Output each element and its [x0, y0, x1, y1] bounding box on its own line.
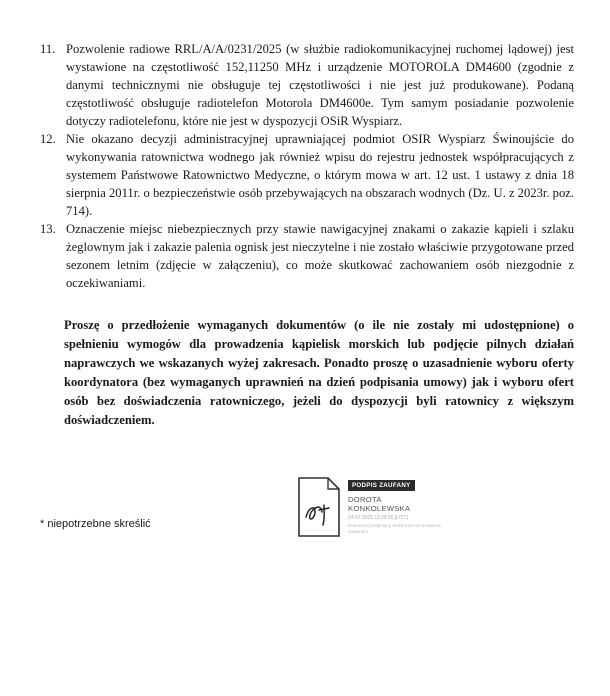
list-item: [40, 40, 574, 130]
list-item: [40, 220, 574, 292]
item-text: Pozwolenie radiowe RRL/A/A/0231/2025 (w służbie radiokomunikacyjnej ruchomej lądowej) jest wystawione na częstotliwość 152,11250 MHz i urządzenie MOTOROLA DM4600 (zgodnie z danymi technicznymi nie obsługuje tej częstotliwości i nie jest już produkowane). Podaną częstotliwość obsługuje radiotelefon Motorola DM4600e. Tym samym posiadanie pozwolenie dotyczy radiotelefonu, które nie jest w dyspozycji OSiR Wyspiarz.: [66, 42, 574, 128]
signature-details: [348, 474, 448, 535]
item-text: Oznaczenie miejsc niebezpiecznych przy stawie nawigacyjnej znakami o zakazie kąpieli i szlaku żeglownym jak i zakazie palenia ognisk jest nieczytelne i nie zostało właściwie przygotowane przed sezonem letnim (zdjęcie w załączeniu), co może skutkować zachowaniem osób niezgodnie z oczekiwaniami.: [66, 222, 574, 290]
signer-last-name: KONKOLEWSKA: [348, 504, 411, 513]
signer-first-name: DOROTA: [348, 495, 382, 504]
signature-badge: PODPIS ZAUFANY: [348, 480, 415, 491]
item-number: 11.: [40, 42, 56, 56]
signature-date: 14.07.2025 11:29:55 [UTC]: [348, 515, 408, 521]
footnote: * niepotrzebne skreślić: [40, 518, 151, 530]
signature-note: Dokument podpisany elektronicznie podpisem zaufanym: [348, 523, 442, 534]
list-item: [40, 130, 574, 220]
findings-list: [40, 40, 574, 292]
trusted-signature-stamp: [298, 474, 448, 554]
item-number: 12.: [40, 132, 56, 146]
item-number: 13.: [40, 222, 56, 236]
item-text: Nie okazano decyzji administracyjnej uprawniającej podmiot OSIR Wyspiarz Świnoujście do wykonywania ratownictwa wodnego jak również wpisu do rejestru jednostek współpracujących z systemem Państwowe Ratownictwo Medyczne, o którym mowa w art. 12 ust. 1 ustawy z dnia 18 sierpnia 2011r. o bezpieczeństwie osób przebywających na obszarach wodnych (Dz. U. z 2023r. poz. 714).: [66, 132, 574, 218]
request-paragraph: Proszę o przedłożenie wymaganych dokumentów (o ile nie zostały mi udostępnione) o spełnieniu wymogów dla prowadzenia kąpielisk morskich lub podjęcie pilnych działań naprawczych we wskazanych wyżej zakresach. Ponadto proszę o uzasadnienie wyboru oferty koordynatora (bez wymaganych uprawnień na dzień podpisania umowy) jak i wyboru ofert osób bez doświadczenia ratowniczego, jeżeli do dyspozycji byli ratownicy z większym doświadczeniem.: [64, 318, 574, 427]
signed-document-icon: [298, 477, 340, 537]
